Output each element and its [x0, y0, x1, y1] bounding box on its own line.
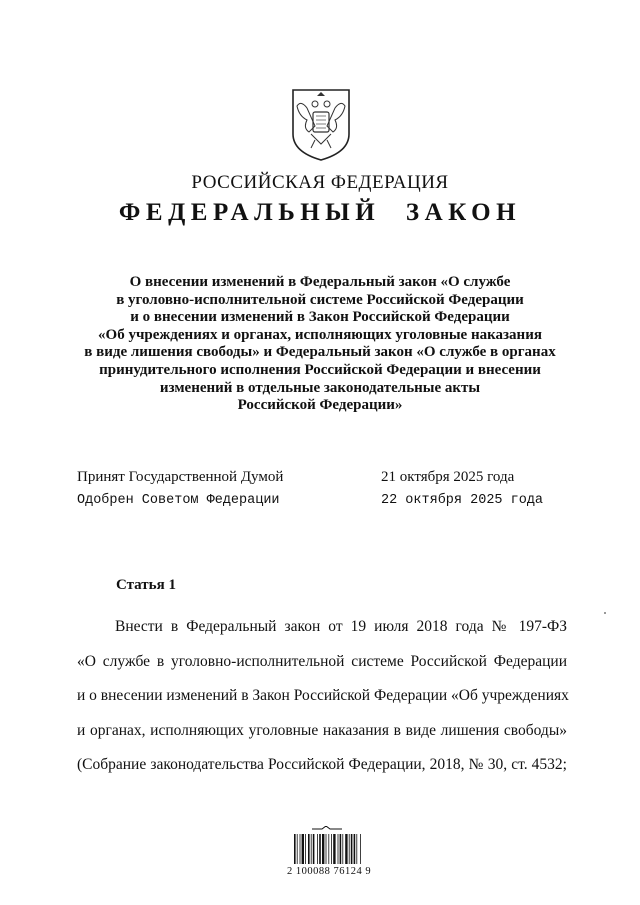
barcode-bar: [356, 834, 357, 864]
barcode-bar: [317, 834, 318, 864]
barcode-bar: [322, 834, 324, 864]
barcode-number: 2 100088 76124 9: [286, 866, 372, 877]
barcode-bar: [351, 834, 353, 864]
body-line: Внести в Федеральный закон от 19 июля 2018 года № 197-ФЗ: [115, 618, 567, 635]
title-line: и о внесении изменений в Закон Российской Федерации: [130, 309, 510, 326]
barcode-bar: [297, 834, 298, 864]
barcode-icon: [292, 826, 366, 866]
barcode-bar: [294, 834, 296, 864]
barcode-bar: [360, 834, 361, 864]
body-line: и о внесении изменений в Закон Российской Федерации «Об учреждениях: [77, 687, 569, 705]
article-body: [77, 610, 567, 783]
body-line: и органах, исполняющих уголовные наказания в виде лишения свободы»: [77, 721, 567, 739]
scan-speck: [604, 612, 606, 614]
title-line: в уголовно-исполнительной системе Российской Федерации: [116, 291, 524, 308]
title-line: «Об учреждениях и органах, исполняющих уголовные наказания: [98, 326, 542, 343]
title-line: принудительного исполнения Российской Федерации и внесении: [99, 361, 541, 378]
title-line: Российской Федерации»: [237, 397, 403, 414]
barcode-bar: [333, 834, 335, 864]
adoption-label: Одобрен Советом Федерации: [77, 493, 280, 508]
barcode-bar: [331, 834, 332, 864]
barcode-bar: [349, 834, 350, 864]
barcode-bar: [354, 834, 356, 864]
barcode-bar: [328, 834, 329, 864]
barcode-mark: [312, 826, 342, 829]
barcode-bar: [313, 834, 315, 864]
adoption-federation-council: [77, 493, 597, 513]
barcode-bar: [300, 834, 301, 864]
barcode-bar: [319, 834, 321, 864]
title-line: в виде лишения свободы» и Федеральный закон «О службе в органах: [84, 344, 556, 361]
title-line: изменений в отдельные законодательные акты: [159, 379, 481, 396]
barcode-bar: [342, 834, 343, 864]
coat-of-arms-icon: [287, 82, 355, 162]
article-title: Статья 1: [116, 577, 176, 593]
barcode-bar: [338, 834, 339, 864]
body-line: «О службе в уголовно-исполнительной системе Российской Федерации: [77, 652, 567, 670]
adoption-date: 21 октября 2025 года: [381, 469, 515, 485]
barcode-bar: [345, 834, 347, 864]
law-type-heading: ФЕДЕРАЛЬНЫЙ ЗАКОН: [118, 199, 522, 226]
title-line: О внесении изменений в Федеральный закон «О службе: [129, 274, 511, 290]
adoption-state-duma: [77, 469, 597, 489]
barcode-bar: [311, 834, 312, 864]
barcode-bar: [340, 834, 342, 864]
adoption-label: Принят Государственной Думой: [77, 469, 284, 485]
barcode-bar: [302, 834, 304, 864]
country-heading: РОССИЙСКАЯ ФЕДЕРАЦИЯ: [191, 172, 449, 193]
barcode-bar: [308, 834, 310, 864]
adoption-date: 22 октября 2025 года: [381, 493, 544, 508]
law-title: [60, 274, 580, 415]
body-line: (Собрание законодательства Российской Федерации, 2018, № 30, ст. 4532;: [77, 756, 567, 774]
barcode-bar: [305, 834, 306, 864]
barcode-bar: [326, 834, 327, 864]
